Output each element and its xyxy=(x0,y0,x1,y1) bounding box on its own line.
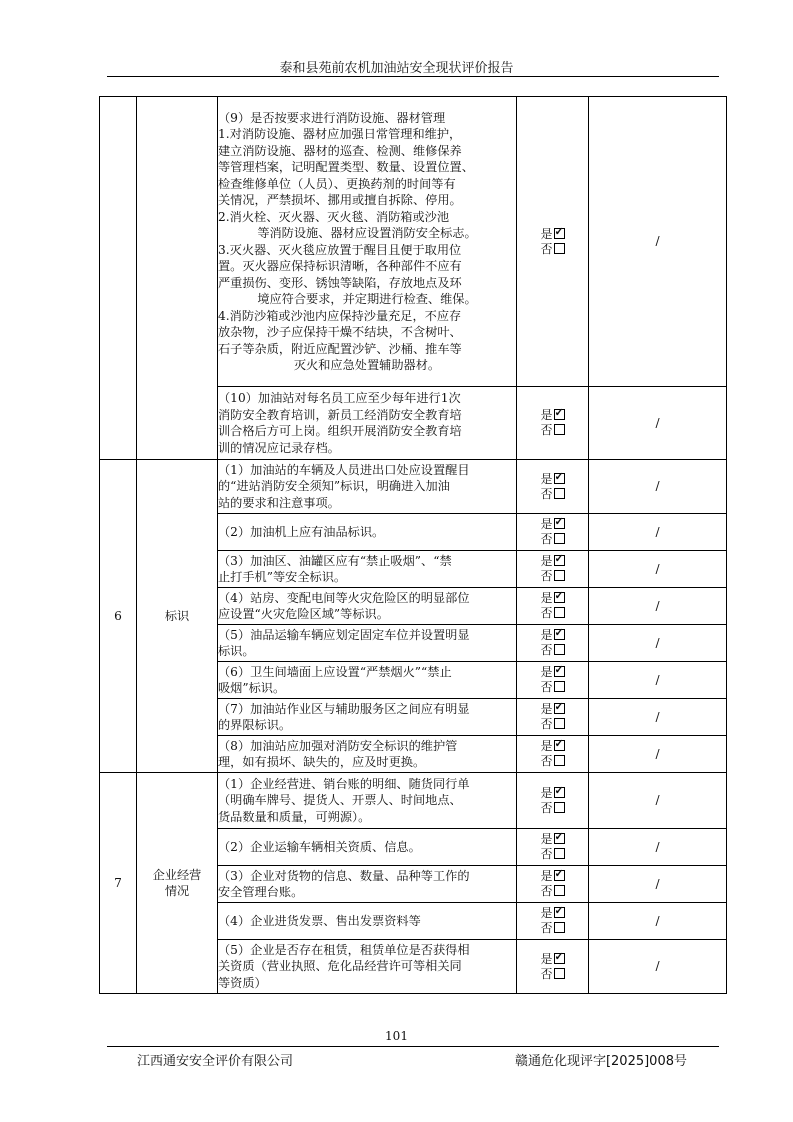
checkmark-icon: ✓ xyxy=(554,469,564,483)
no-label: 否 xyxy=(540,717,553,731)
yes-no-cell xyxy=(517,940,589,994)
item-text-line: 训的情况应记录存档。 xyxy=(218,440,340,455)
yes-checkbox[interactable] xyxy=(554,626,565,640)
yes-no-cell xyxy=(517,699,589,736)
category-cell xyxy=(137,97,218,460)
checkmark-icon: ✓ xyxy=(554,552,564,565)
check-item-cell xyxy=(218,662,517,699)
check-item-cell xyxy=(218,903,517,940)
yes-label: 是 xyxy=(540,702,553,716)
item-text-line: 的“进站消防安全须知”标识，明确进入加油 xyxy=(218,479,450,494)
yes-checkbox[interactable] xyxy=(554,700,565,714)
result-cell: / xyxy=(589,460,727,514)
result-cell: / xyxy=(589,903,727,940)
yes-label: 是 xyxy=(540,869,553,883)
result-cell: / xyxy=(589,773,727,829)
checkmark-icon: ✓ xyxy=(554,589,564,602)
no-checkbox[interactable] xyxy=(554,681,565,692)
yes-checkbox[interactable] xyxy=(554,552,565,566)
checkmark-icon: ✓ xyxy=(554,737,564,750)
item-text-line: （4）企业进货发票、售出发票资料等 xyxy=(218,913,421,928)
item-text-line: （8）加油站应加强对消防安全标识的维护管 xyxy=(218,738,458,753)
no-checkbox[interactable] xyxy=(554,424,565,435)
footer-company: 江西通安安全评价有限公司 xyxy=(137,1054,294,1069)
item-text-line: 关情况，严禁损坏、挪用或擅自拆除、停用。 xyxy=(218,193,462,207)
yes-label: 是 xyxy=(540,785,553,800)
result-cell: / xyxy=(589,551,727,588)
yes-checkbox[interactable] xyxy=(554,515,565,529)
checkmark-icon: ✓ xyxy=(554,663,564,676)
checkmark-icon: ✓ xyxy=(554,700,564,713)
category-label-line: 企业经营 xyxy=(152,867,202,882)
no-checkbox[interactable] xyxy=(554,533,565,544)
yes-label: 是 xyxy=(540,906,553,920)
yes-checkbox[interactable] xyxy=(554,224,565,239)
check-item-cell xyxy=(218,940,517,994)
item-text-line: 等消防设施、器材应设置消防安全标志。 xyxy=(257,226,477,240)
result-cell: / xyxy=(589,387,727,460)
item-text-line: 1.对消防设施、器材应加强日常管理和维护， xyxy=(218,127,462,141)
no-checkbox[interactable] xyxy=(554,243,565,254)
item-text-line: （9）是否按要求进行消防设施、器材管理 xyxy=(218,110,446,125)
yes-no-cell xyxy=(517,387,589,460)
checkmark-icon: ✓ xyxy=(554,867,564,880)
no-checkbox[interactable] xyxy=(554,718,565,729)
check-item-cell xyxy=(218,514,517,551)
item-text-line: 货品数量和质量，可朔源）。 xyxy=(218,809,371,824)
item-text-line: 的界限标识。 xyxy=(218,718,292,732)
no-label: 否 xyxy=(540,847,553,861)
table-row xyxy=(100,460,727,514)
item-text-line: 置。灭火器应保持标识清晰，各种部件不应有 xyxy=(218,259,462,273)
table-row xyxy=(100,773,727,829)
yes-label: 是 xyxy=(540,832,553,846)
item-text-line: 严重损伤、变形、锈蚀等缺陷，存放地点及环 xyxy=(218,275,462,290)
checkmark-icon: ✓ xyxy=(554,949,564,963)
no-label: 否 xyxy=(540,800,553,815)
yes-label: 是 xyxy=(540,471,553,486)
check-item-cell xyxy=(218,736,517,773)
item-text-line: （1）企业经营进、销台账的明细、随货同行单 xyxy=(218,776,470,791)
item-text-line: （10）加油站对每名员工应至少每年进行1次 xyxy=(218,391,461,405)
result-cell: / xyxy=(589,514,727,551)
result-cell: / xyxy=(589,736,727,773)
no-label: 否 xyxy=(540,423,553,437)
item-text-line: （明确车牌号、提货人、开票人、时间地点、 xyxy=(218,793,462,808)
no-label: 否 xyxy=(540,643,553,657)
yes-checkbox[interactable] xyxy=(554,867,565,881)
yes-no-cell xyxy=(517,829,589,866)
item-text-line: 止打手机”等安全标识。 xyxy=(218,570,347,584)
yes-no-cell xyxy=(517,736,589,773)
result-cell: / xyxy=(589,699,727,736)
yes-checkbox[interactable] xyxy=(554,904,565,918)
yes-no-cell xyxy=(517,460,589,514)
yes-no-cell xyxy=(517,866,589,903)
item-text-line: 境应符合要求，并定期进行检查、维保。 xyxy=(257,292,477,306)
result-cell: / xyxy=(589,940,727,994)
item-text-line: （5）企业是否存在租赁，租赁单位是否获得相 xyxy=(218,942,470,957)
no-label: 否 xyxy=(540,606,553,620)
no-checkbox[interactable] xyxy=(554,848,565,859)
item-text-line: 消防安全教育培训，新员工经消防安全教育培 xyxy=(218,407,462,422)
item-text-line: （5）油品运输车辆应划定固定车位并设置明显 xyxy=(218,627,470,642)
item-text-line: 应设置“火灾危险区域”等标识。 xyxy=(218,607,389,621)
yes-checkbox[interactable] xyxy=(554,663,565,677)
result-cell: / xyxy=(589,662,727,699)
item-text-line: （2）加油机上应有油品标识。 xyxy=(218,524,385,539)
checkmark-icon: ✓ xyxy=(554,224,564,238)
category-label-line: 情况 xyxy=(164,884,190,898)
footer-rule xyxy=(107,1046,719,1047)
no-label: 否 xyxy=(540,569,553,583)
item-number-cell: 6 xyxy=(100,460,137,773)
item-text-line: 放杂物，沙子应保持干燥不结块，不含树叶、 xyxy=(218,325,462,339)
no-label: 否 xyxy=(540,754,553,768)
yes-label: 是 xyxy=(540,408,553,422)
no-checkbox[interactable] xyxy=(554,968,565,979)
footer-doc-code: 赣通危化现评字[2025]008号 xyxy=(514,1054,687,1069)
item-text-line: 等管理档案，记明配置类型、数量、设置位置、 xyxy=(218,160,474,174)
category-cell xyxy=(137,773,218,994)
item-text-line: 安全管理台账。 xyxy=(218,885,304,899)
item-text-line: 灭火和应急处置辅助器材。 xyxy=(293,358,441,372)
yes-no-cell xyxy=(517,773,589,829)
yes-no-cell xyxy=(517,588,589,625)
item-text-line: 2.消火栓、灭火器、灭火毯、消防箱或沙池 xyxy=(218,209,450,224)
header-rule xyxy=(107,76,719,77)
no-label: 否 xyxy=(540,966,553,981)
check-item-cell xyxy=(218,551,517,588)
item-text-line: （3）加油区、油罐区应有“禁止吸烟”、“禁 xyxy=(218,553,452,568)
checkmark-icon: ✓ xyxy=(554,904,564,917)
yes-no-cell xyxy=(517,903,589,940)
result-cell: / xyxy=(589,866,727,903)
yes-no-cell xyxy=(517,625,589,662)
result-cell: / xyxy=(589,97,727,387)
checkmark-icon: ✓ xyxy=(554,783,564,797)
evaluation-table xyxy=(99,96,727,994)
result-cell: / xyxy=(589,829,727,866)
no-label: 否 xyxy=(540,921,553,935)
no-checkbox[interactable] xyxy=(554,488,565,499)
check-item-cell xyxy=(218,866,517,903)
result-cell: / xyxy=(589,625,727,662)
check-item-cell xyxy=(218,699,517,736)
yes-label: 是 xyxy=(540,739,553,753)
no-checkbox[interactable] xyxy=(554,607,565,618)
no-label: 否 xyxy=(540,884,553,898)
no-checkbox[interactable] xyxy=(554,885,565,896)
item-text-line: 等资质） xyxy=(218,975,267,990)
yes-label: 是 xyxy=(540,628,553,642)
checkmark-icon: ✓ xyxy=(554,626,564,639)
yes-label: 是 xyxy=(540,591,553,605)
no-checkbox[interactable] xyxy=(554,570,565,581)
check-item-cell xyxy=(218,625,517,662)
no-label: 否 xyxy=(540,486,553,501)
page-header-title: 泰和县苑前农机加油站安全现状评价报告 xyxy=(279,61,514,76)
no-checkbox[interactable] xyxy=(554,802,565,813)
check-item-cell xyxy=(218,588,517,625)
item-text-line: （3）企业对货物的信息、数量、品种等工作的 xyxy=(218,868,470,883)
no-checkbox[interactable] xyxy=(554,644,565,655)
yes-no-cell xyxy=(517,551,589,588)
yes-label: 是 xyxy=(540,226,553,241)
checkmark-icon: ✓ xyxy=(554,830,564,843)
yes-checkbox[interactable] xyxy=(554,737,565,751)
item-text-line: 建立消防设施、器材的巡查、检测、维修保养 xyxy=(218,143,462,158)
yes-checkbox[interactable] xyxy=(554,830,565,844)
table-row xyxy=(100,97,727,387)
yes-checkbox[interactable] xyxy=(554,589,565,603)
yes-checkbox[interactable] xyxy=(554,469,565,484)
item-text-line: （6）卫生间墙面上应设置“严禁烟火”“禁止 xyxy=(218,664,452,679)
check-item-cell xyxy=(218,460,517,514)
item-text-line: 站的要求和注意事项。 xyxy=(218,495,340,510)
no-label: 否 xyxy=(540,532,553,546)
yes-label: 是 xyxy=(540,951,553,966)
item-text-line: （7）加油站作业区与辅助服务区之间应有明显 xyxy=(218,701,470,716)
item-text-line: 训合格后方可上岗。组织开展消防安全教育培 xyxy=(218,424,462,438)
yes-checkbox[interactable] xyxy=(554,949,565,964)
result-cell: / xyxy=(589,588,727,625)
item-text-line: 检查维修单位（人员）、更换药剂的时间等有 xyxy=(218,176,456,191)
page-number: 101 xyxy=(385,1029,408,1043)
yes-label: 是 xyxy=(540,554,553,568)
yes-no-cell xyxy=(517,662,589,699)
item-text-line: 石子等杂质，附近应配置沙铲、沙桶、推车等 xyxy=(218,341,462,356)
item-number-cell xyxy=(100,97,137,460)
checkmark-icon: ✓ xyxy=(554,515,564,528)
item-text-line: 3.灭火器、灭火毯应放置于醒目且便于取用位 xyxy=(218,242,462,257)
check-item-cell xyxy=(218,97,517,387)
yes-checkbox[interactable] xyxy=(554,406,565,420)
item-text-line: 4.消防沙箱或沙池内应保持沙量充足，不应存 xyxy=(218,308,462,323)
item-number-cell: 7 xyxy=(100,773,137,994)
no-checkbox[interactable] xyxy=(554,755,565,766)
yes-checkbox[interactable] xyxy=(554,783,565,798)
check-item-cell xyxy=(218,829,517,866)
item-text-line: 理，如有损坏、缺失的，应及时更换。 xyxy=(218,755,426,769)
yes-label: 是 xyxy=(540,665,553,679)
checkmark-icon: ✓ xyxy=(554,406,564,419)
item-text-line: （4）站房、变配电间等火灾危险区的明显部位 xyxy=(218,590,470,605)
item-text-line: 吸烟”标识。 xyxy=(218,681,286,695)
category-cell: 标识 xyxy=(137,460,218,773)
item-text-line: （1）加油站的车辆及人员进出口处应设置醒目 xyxy=(218,462,470,477)
no-label: 否 xyxy=(540,680,553,694)
item-text-line: （2）企业运输车辆相关资质、信息。 xyxy=(218,839,421,854)
item-text-line: 关资质（营业执照、危化品经营许可等相关同 xyxy=(218,959,462,974)
no-label: 否 xyxy=(540,241,553,256)
check-item-cell xyxy=(218,773,517,829)
item-text-line: 标识。 xyxy=(218,644,255,658)
yes-label: 是 xyxy=(540,517,553,531)
yes-no-cell xyxy=(517,97,589,387)
check-item-cell xyxy=(218,387,517,460)
yes-no-cell xyxy=(517,514,589,551)
no-checkbox[interactable] xyxy=(554,922,565,933)
